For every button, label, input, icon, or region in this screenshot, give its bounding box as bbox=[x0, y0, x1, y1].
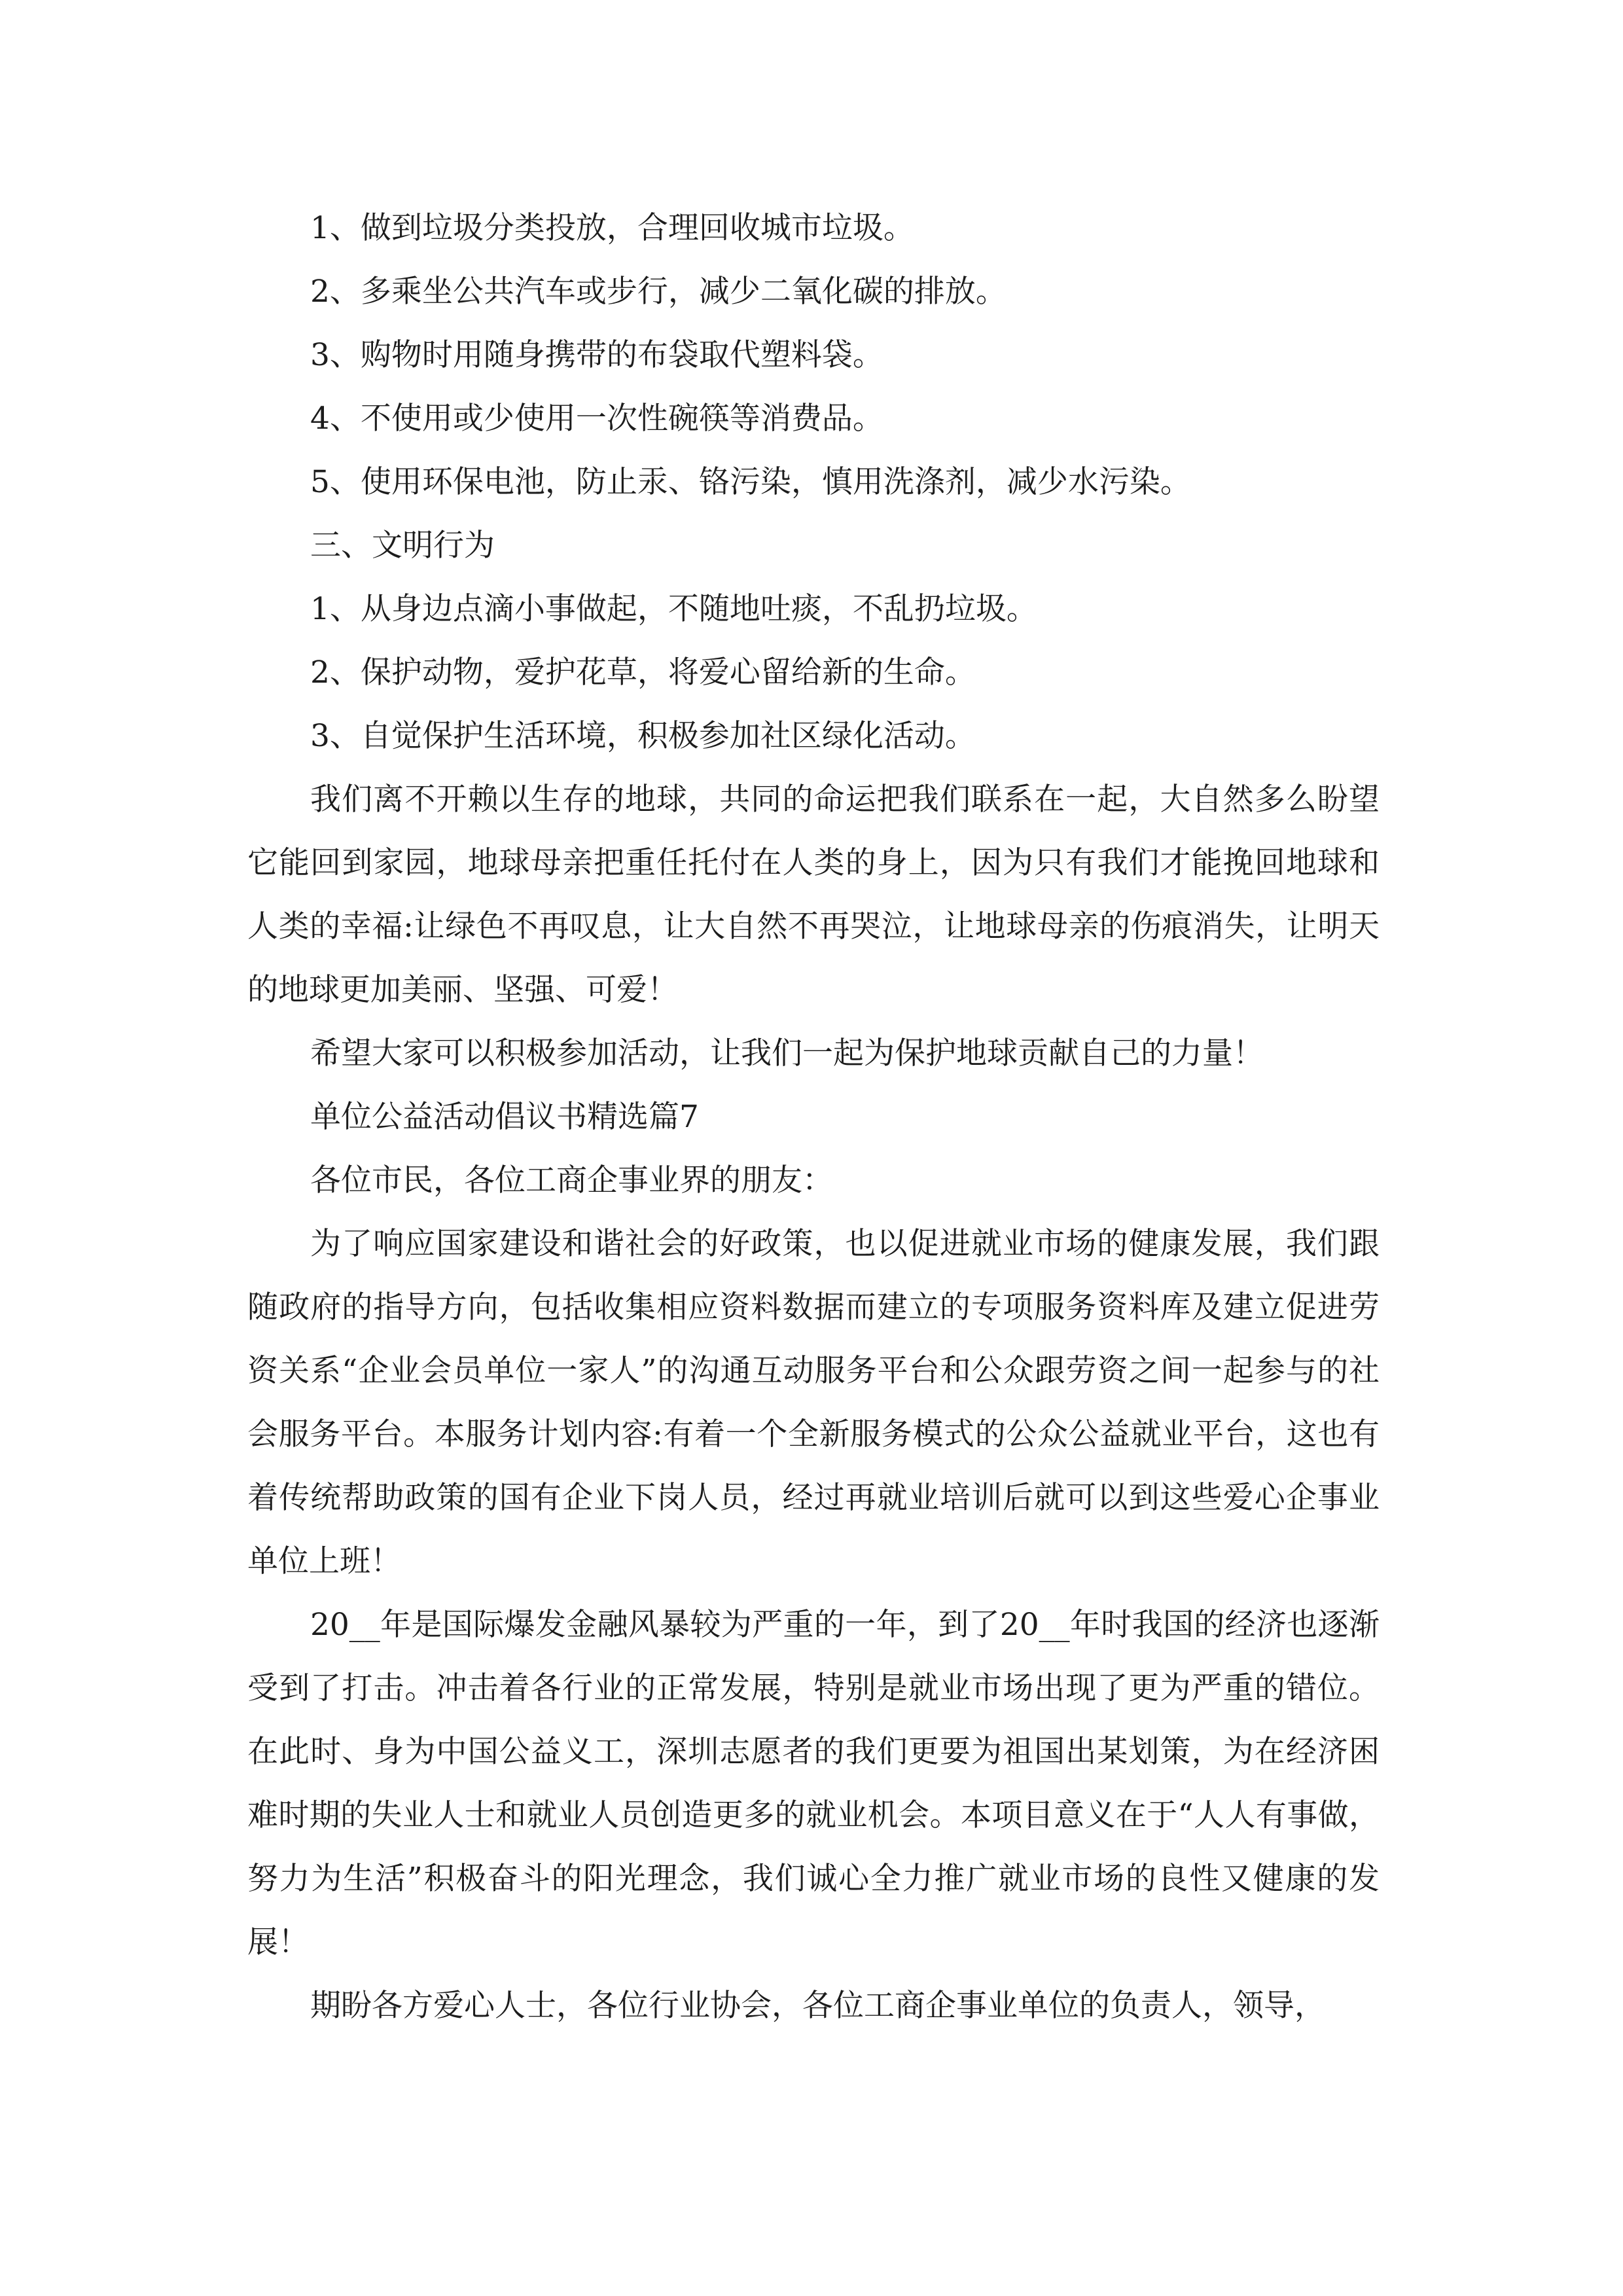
paragraph-earth: 我们离不开赖以生存的地球，共同的命运把我们联系在一起，大自然多么盼望它能回到家园，地球母亲把重任托付在人类的身上，因为只有我们才能挽回地球和人类的幸福:让绿色不再叹息，让大自然不再哭泣，让地球母亲的伤痕消失，让明天的地球更加美丽、坚强、可爱！ bbox=[247, 781, 1380, 1008]
list-item: 3、自觉保护生活环境，积极参加社区绿化活动。 bbox=[310, 718, 976, 754]
document-body bbox=[247, 196, 1380, 2037]
list-item: 2、多乘坐公共汽车或步行，减少二氧化碳的排放。 bbox=[310, 274, 1007, 310]
paragraph-hope: 希望大家可以积极参加活动，让我们一起为保护地球贡献自己的力量！ bbox=[310, 1035, 1264, 1071]
paragraph-expect: 期盼各方爱心人士，各位行业协会，各位工商企事业单位的负责人，领导， bbox=[310, 1988, 1325, 2024]
list-item: 3、购物时用随身携带的布袋取代塑料袋。 bbox=[310, 337, 883, 373]
paragraph-response: 为了响应国家建设和谐社会的好政策，也以促进就业市场的健康发展，我们跟随政府的指导方向，包括收集相应资料数据而建立的专项服务资料库及建立促进劳资关系“企业会员单位一家人”的沟通互动服务平台和公众跟劳资之间一起参与的社会服务平台。本服务计划内容:有着一个全新服务模式的公众公益就业平台，这也有着传统帮助政策的国有企业下岗人员，经过再就业培训后就可以到这些爱心企事业单位上班！ bbox=[247, 1226, 1380, 1579]
paragraph-crisis: 20__年是国际爆发金融风暴较为严重的一年，到了20__年时我国的经济也逐渐受到了打击。冲击着各行业的正常发展，特别是就业市场出现了更为严重的错位。在此时、身为中国公益义工，深圳志愿者的我们更要为祖国出某划策，为在经济困难时期的失业人士和就业人员创造更多的就业机会。本项目意义在于“人人有事做，努力为生活”积极奋斗的阳光理念，我们诚心全力推广就业市场的良性又健康的发展！ bbox=[247, 1607, 1380, 1960]
article-title: 单位公益活动倡议书精选篇7 bbox=[310, 1099, 699, 1135]
list-item: 1、做到垃圾分类投放，合理回收城市垃圾。 bbox=[310, 210, 914, 246]
list-item: 5、使用环保电池，防止汞、铬污染，慎用洗涤剂，减少水污染。 bbox=[310, 464, 1191, 500]
salutation: 各位市民，各位工商企事业界的朋友： bbox=[310, 1162, 833, 1198]
list-item: 2、保护动物，爱护花草，将爱心留给新的生命。 bbox=[310, 655, 976, 691]
section-heading: 三、文明行为 bbox=[310, 528, 495, 564]
list-item: 4、不使用或少使用一次性碗筷等消费品。 bbox=[310, 401, 883, 437]
list-item: 1、从身边点滴小事做起，不随地吐痰，不乱扔垃圾。 bbox=[310, 591, 1037, 627]
